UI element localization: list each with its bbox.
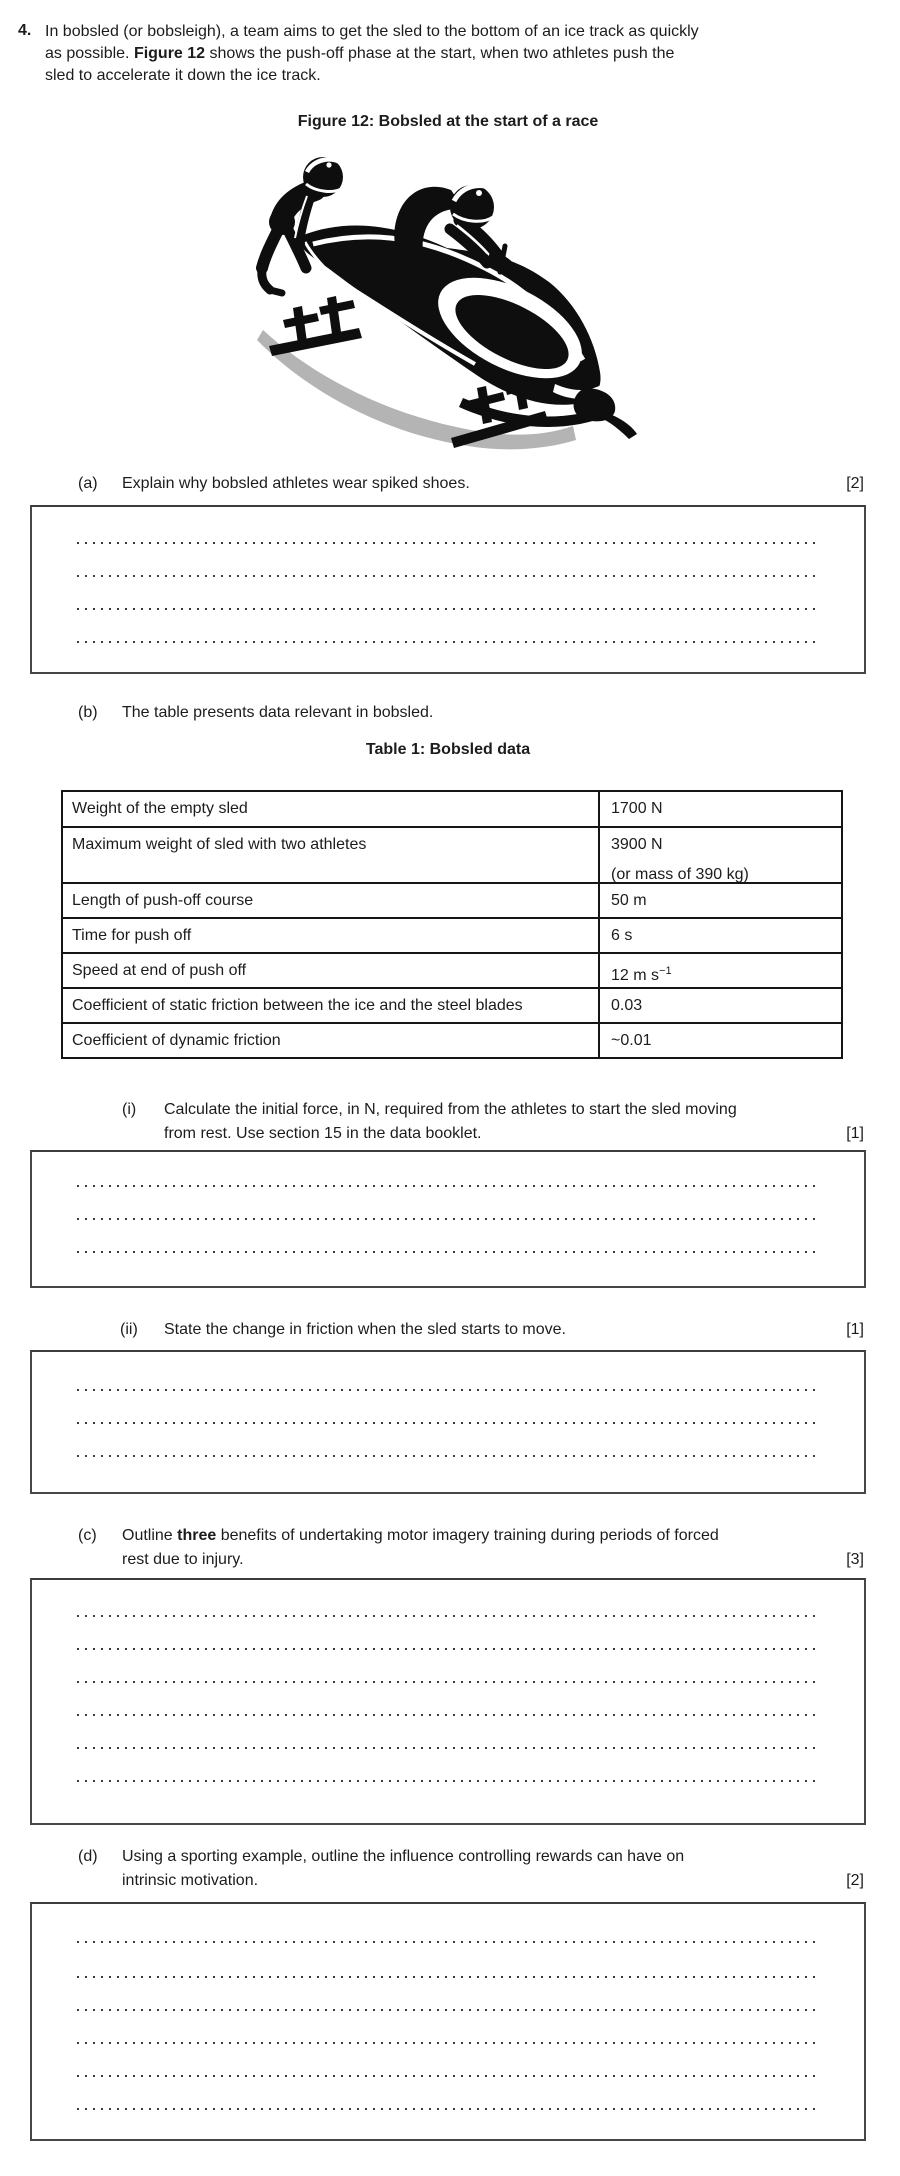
- table-row: [63, 1022, 841, 1057]
- dotted-answer-line: [77, 575, 818, 577]
- part-d-text-line1: Using a sporting example, outline the influence controlling rewards can have on: [122, 1848, 685, 1865]
- dotted-answer-line: [77, 1218, 818, 1220]
- part-ii-label: (ii): [120, 1321, 138, 1338]
- dotted-answer-line: [77, 2009, 818, 2011]
- table-row: [63, 952, 841, 987]
- table-cell-label: Coefficient of dynamic friction: [63, 1024, 600, 1057]
- table-row: [63, 987, 841, 1022]
- hand: [293, 238, 305, 250]
- part-i-text-line1: Calculate the initial force, in N, required from the athletes to start the sled moving: [164, 1101, 737, 1118]
- table-cell-value: ~0.01: [611, 1032, 652, 1049]
- answer-box-d[interactable]: [30, 1902, 866, 2141]
- table-caption: Table 1: Bobsled data: [365, 741, 531, 758]
- answer-box-ii[interactable]: [30, 1350, 866, 1494]
- bobsled-illustration: [255, 150, 655, 465]
- table-cell-value-line2: (or mass of 390 kg): [611, 866, 749, 883]
- dotted-answer-line: [77, 542, 818, 544]
- answer-box-a[interactable]: [30, 505, 866, 674]
- dotted-answer-line: [77, 1941, 818, 1943]
- table-cell-label: Coefficient of static friction between the ice and the steel blades: [63, 989, 600, 1022]
- table-cell-value: 50 m: [611, 892, 647, 909]
- dotted-answer-line: [77, 608, 818, 610]
- part-i-marks: [1]: [846, 1125, 864, 1142]
- dotted-answer-line: [77, 641, 818, 643]
- table-cell-value: 3900 N (or mass of 390 kg): [600, 828, 841, 882]
- dotted-answer-line: [77, 1681, 818, 1683]
- answer-box-c[interactable]: [30, 1578, 866, 1825]
- table-cell-value: 0.03: [611, 997, 643, 1014]
- table-row: [63, 792, 841, 826]
- nose-bumper: [574, 388, 637, 439]
- question-number: 4.: [18, 22, 32, 39]
- intro-line-1: In bobsled (or bobsleigh), a team aims to get the sled to the bottom of an ice track as quickly: [45, 23, 699, 40]
- bobsled-data-table: [61, 790, 843, 1059]
- table-cell-value: 1700 N: [611, 800, 663, 817]
- part-a-marks: [2]: [846, 475, 864, 492]
- part-i-label: (i): [122, 1101, 137, 1118]
- dotted-answer-line: [77, 1976, 818, 1978]
- dotted-answer-line: [77, 1615, 818, 1617]
- dotted-answer-line: [77, 2075, 818, 2077]
- trailing-leg: [262, 224, 281, 268]
- part-a-text: Explain why bobsled athletes wear spiked shoes.: [122, 475, 470, 492]
- intro-line-3: sled to accelerate it down the ice track.: [45, 67, 321, 84]
- part-c-text-line2: rest due to injury.: [122, 1551, 244, 1568]
- part-i-text-line2: from rest. Use section 15 in the data booklet.: [164, 1125, 482, 1142]
- table-cell-label: Maximum weight of sled with two athletes: [63, 828, 600, 882]
- part-c-text-line1: Outline three benefits of undertaking motor imagery training during periods of forced: [122, 1527, 719, 1544]
- dotted-answer-line: [77, 1780, 818, 1782]
- part-d-label: (d): [78, 1848, 98, 1865]
- figure-reference: Figure 12: [133, 45, 206, 62]
- part-d-marks: [2]: [846, 1872, 864, 1889]
- intro-line-2: as possible. Figure 12 shows the push-off phase at the start, when two athletes push the: [45, 45, 675, 62]
- dotted-answer-line: [77, 1648, 818, 1650]
- dotted-answer-line: [77, 1185, 818, 1187]
- dotted-answer-line: [77, 1251, 818, 1253]
- table-cell-label: Length of push-off course: [63, 884, 600, 917]
- figure-caption: Figure 12: Bobsled at the start of a race: [297, 113, 599, 130]
- table-cell-label: Time for push off: [63, 919, 600, 952]
- table-row: [63, 882, 841, 917]
- rear-skid: [269, 296, 362, 356]
- dotted-answer-line: [77, 2042, 818, 2044]
- part-c-marks: [3]: [846, 1551, 864, 1568]
- dotted-answer-line: [77, 1747, 818, 1749]
- part-c-label: (c): [78, 1527, 97, 1544]
- superscript-exponent: −1: [659, 965, 672, 977]
- dotted-answer-line: [77, 1455, 818, 1457]
- part-d-text-line2: intrinsic motivation.: [122, 1872, 259, 1889]
- part-ii-marks: [1]: [846, 1321, 864, 1338]
- table-row: [63, 826, 841, 882]
- dotted-answer-line: [77, 1389, 818, 1391]
- table-cell-label: Speed at end of push off: [63, 954, 600, 987]
- table-cell-value: 6 s: [611, 927, 633, 944]
- part-a-label: (a): [78, 475, 98, 492]
- dotted-answer-line: [77, 1714, 818, 1716]
- table-cell-value: 12 m $s^{-1}$: [611, 965, 672, 984]
- table-row: [63, 917, 841, 952]
- part-b-label: (b): [78, 704, 98, 721]
- answer-box-i[interactable]: [30, 1150, 866, 1288]
- part-b-text: The table presents data relevant in bobsled.: [122, 704, 434, 721]
- dotted-answer-line: [77, 1422, 818, 1424]
- table-cell-label: Weight of the empty sled: [63, 792, 600, 826]
- dotted-answer-line: [77, 2108, 818, 2110]
- part-ii-text: State the change in friction when the sled starts to move.: [164, 1321, 566, 1338]
